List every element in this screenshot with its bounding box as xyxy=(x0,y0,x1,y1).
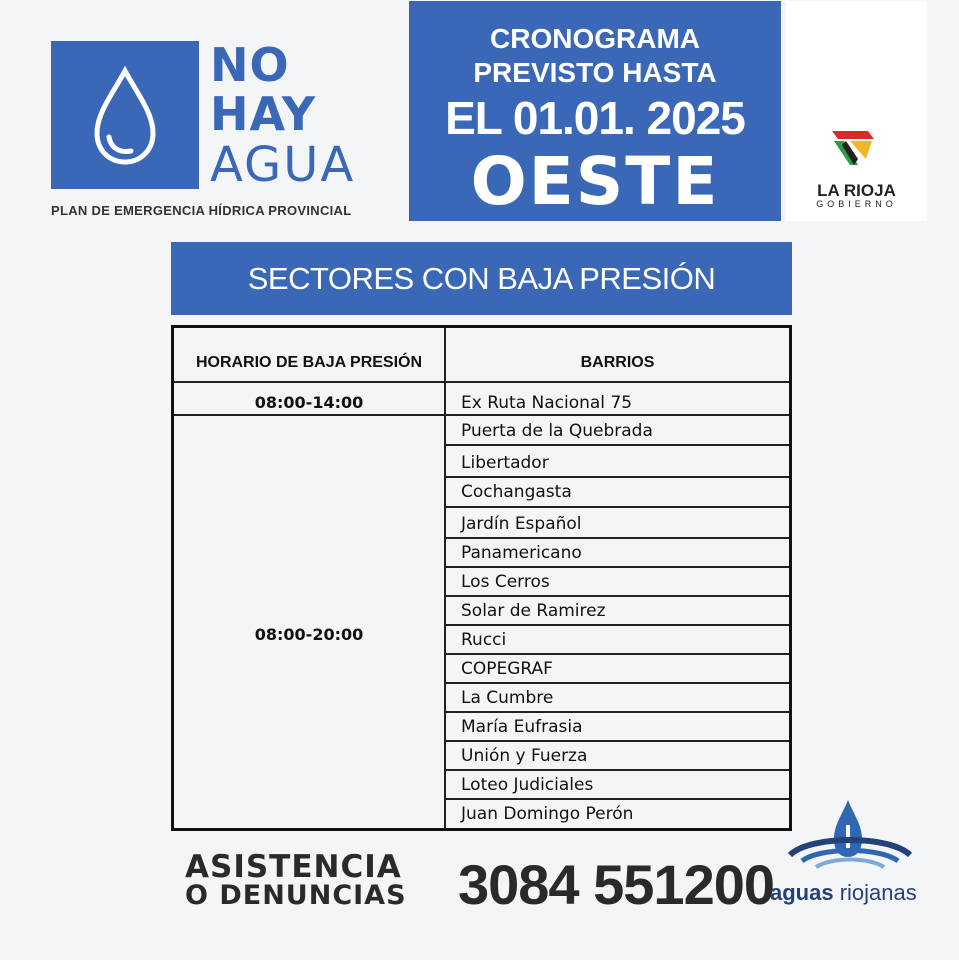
barrio-cell: Loteo Judiciales xyxy=(461,775,594,795)
brand-word-no: NO xyxy=(210,38,290,92)
barrio-cell: La Cumbre xyxy=(461,688,554,708)
schedule-table xyxy=(171,325,792,831)
la-rioja-emblem-icon xyxy=(828,125,878,173)
row-divider xyxy=(444,566,789,568)
barrio-cell: Cochangasta xyxy=(461,482,572,502)
barrio-cell: Juan Domingo Perón xyxy=(461,804,634,824)
barrio-cell: Panamericano xyxy=(461,543,582,563)
header-barrios: BARRIOS xyxy=(580,354,655,371)
barrio-cell: COPEGRAF xyxy=(461,659,553,679)
government-name: LA RIOJA xyxy=(817,181,896,200)
assist-label-line-1: ASISTENCIA xyxy=(185,849,402,885)
barrio-cell: Ex Ruta Nacional 75 xyxy=(461,393,633,413)
title-block xyxy=(409,1,781,221)
header-horario: HORARIO DE BAJA PRESIÓN xyxy=(195,354,423,371)
barrio-cell: Puerta de la Quebrada xyxy=(461,421,653,441)
row-divider xyxy=(444,476,789,478)
table-column-divider xyxy=(444,328,446,828)
water-drop-box xyxy=(51,41,199,189)
title-zone: OESTE xyxy=(470,143,720,220)
row-divider xyxy=(444,711,789,713)
barrio-cell: Solar de Ramirez xyxy=(461,601,606,621)
row-divider xyxy=(444,653,789,655)
title-line-1: CRONOGRAMA xyxy=(490,23,700,54)
barrio-cell: Jardín Español xyxy=(461,514,582,534)
barrio-cell: Los Cerros xyxy=(461,572,550,592)
table-header-divider xyxy=(174,381,789,383)
time-cell: 08:00-20:00 xyxy=(254,625,364,644)
company-name-word-2: riojanas xyxy=(839,880,917,905)
row-divider xyxy=(444,595,789,597)
time-cell: 08:00-14:00 xyxy=(254,393,364,412)
government-sub: GOBIERNO xyxy=(816,199,897,209)
row-divider xyxy=(444,682,789,684)
barrio-cell: Libertador xyxy=(461,453,549,473)
row-divider xyxy=(444,624,789,626)
plan-caption: PLAN DE EMERGENCIA HÍDRICA PROVINCIAL xyxy=(51,203,352,218)
company-name xyxy=(770,880,917,906)
phone-number[interactable]: 3084 551200 xyxy=(458,853,775,916)
brand-word-hay: HAY xyxy=(210,87,317,141)
barrio-cell: Rucci xyxy=(461,630,507,650)
table-group-divider xyxy=(174,414,789,416)
government-logo xyxy=(786,1,927,221)
row-divider xyxy=(444,798,789,800)
row-divider xyxy=(444,506,789,508)
assist-label-line-2: O DENUNCIAS xyxy=(185,880,407,911)
row-divider xyxy=(444,769,789,771)
section-banner: SECTORES CON BAJA PRESIÓN xyxy=(171,242,792,315)
title-line-2: PREVISTO HASTA xyxy=(473,57,717,88)
barrio-cell: Unión y Fuerza xyxy=(461,746,588,766)
title-date: EL 01.01. 2025 xyxy=(445,92,745,144)
row-divider xyxy=(444,537,789,539)
barrio-cell: María Eufrasia xyxy=(461,717,583,737)
company-name-word-1: aguas xyxy=(770,880,834,905)
water-drop-icon xyxy=(51,41,199,189)
row-divider xyxy=(444,444,789,446)
brand-word-agua: AGUA xyxy=(210,137,356,193)
row-divider xyxy=(444,740,789,742)
